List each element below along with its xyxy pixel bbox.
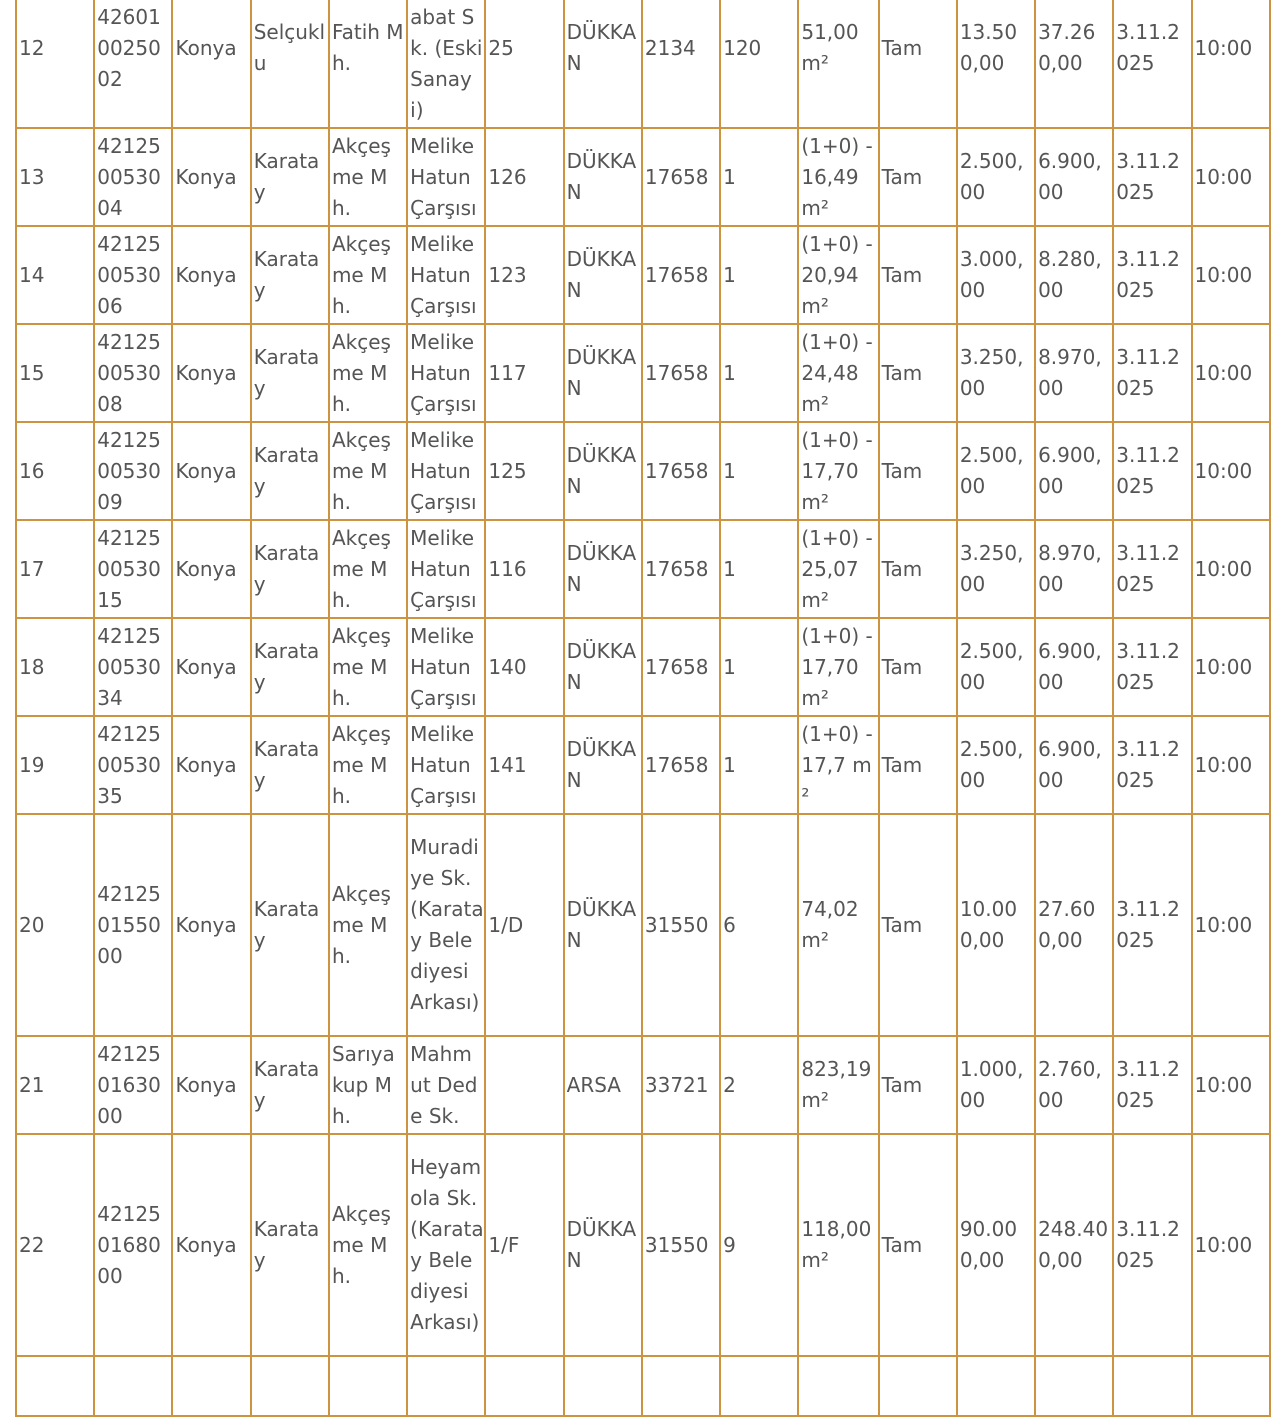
date-cell: 3.11.2025 xyxy=(1113,1134,1191,1356)
table-row xyxy=(16,1036,1270,1134)
guarantee-cell: 6.900,00 xyxy=(1035,422,1113,520)
row-number-cell: 17 xyxy=(16,520,94,618)
province-cell: Konya xyxy=(172,716,250,814)
province-cell: Konya xyxy=(172,324,250,422)
district-cell: Karatay xyxy=(251,226,329,324)
province-cell: Konya xyxy=(172,1134,250,1356)
code-cell: 421250053008 xyxy=(94,324,172,422)
table-row xyxy=(16,1134,1270,1356)
empty-cell xyxy=(172,1356,250,1416)
door-number-cell: 123 xyxy=(485,226,563,324)
guarantee-cell: 2.760,00 xyxy=(1035,1036,1113,1134)
door-number-cell: 126 xyxy=(485,128,563,226)
date-cell: 3.11.2025 xyxy=(1113,716,1191,814)
type-cell: DÜKKAN xyxy=(564,226,642,324)
code-cell: 421250053034 xyxy=(94,618,172,716)
street-cell: Heyamola Sk. (Karatay Belediyesi Arkası) xyxy=(407,1134,485,1356)
door-number-cell: 25 xyxy=(485,0,563,128)
unit-cell: 1 xyxy=(720,716,798,814)
rent-cell: 3.000,00 xyxy=(957,226,1035,324)
parcel-cell: 33721 xyxy=(642,1036,720,1134)
table-row xyxy=(16,1356,1270,1416)
share-cell: Tam xyxy=(879,324,957,422)
time-cell: 10:00 xyxy=(1192,324,1270,422)
time-cell: 10:00 xyxy=(1192,1134,1270,1356)
district-cell: Karatay xyxy=(251,618,329,716)
type-cell: DÜKKAN xyxy=(564,520,642,618)
parcel-cell: 2134 xyxy=(642,0,720,128)
date-cell: 3.11.2025 xyxy=(1113,0,1191,128)
rent-cell: 1.000,00 xyxy=(957,1036,1035,1134)
rent-cell: 3.250,00 xyxy=(957,520,1035,618)
district-cell: Karatay xyxy=(251,520,329,618)
area-cell: (1+0) - 24,48 m² xyxy=(798,324,878,422)
code-cell: 421250163000 xyxy=(94,1036,172,1134)
share-cell: Tam xyxy=(879,422,957,520)
time-cell: 10:00 xyxy=(1192,520,1270,618)
table-body xyxy=(16,0,1270,1416)
district-cell: Selçuklu xyxy=(251,0,329,128)
guarantee-cell: 248.400,00 xyxy=(1035,1134,1113,1356)
auction-listing-table xyxy=(15,0,1271,1417)
empty-cell xyxy=(1113,1356,1191,1416)
date-cell: 3.11.2025 xyxy=(1113,618,1191,716)
area-cell: 118,00 m² xyxy=(798,1134,878,1356)
parcel-cell: 31550 xyxy=(642,814,720,1036)
empty-cell xyxy=(485,1356,563,1416)
unit-cell: 6 xyxy=(720,814,798,1036)
empty-cell xyxy=(1035,1356,1113,1416)
guarantee-cell: 8.970,00 xyxy=(1035,520,1113,618)
type-cell: DÜKKAN xyxy=(564,324,642,422)
door-number-cell: 141 xyxy=(485,716,563,814)
code-cell: 421250053004 xyxy=(94,128,172,226)
table-row xyxy=(16,520,1270,618)
empty-cell xyxy=(957,1356,1035,1416)
neighborhood-cell: Akçeşme Mh. xyxy=(329,814,407,1036)
street-cell: Mahmut Dede Sk. xyxy=(407,1036,485,1134)
code-cell: 421250155000 xyxy=(94,814,172,1036)
code-cell: 421250053015 xyxy=(94,520,172,618)
code-cell: 421250053006 xyxy=(94,226,172,324)
guarantee-cell: 37.260,00 xyxy=(1035,0,1113,128)
code-cell: 421250168000 xyxy=(94,1134,172,1356)
empty-cell xyxy=(798,1356,878,1416)
province-cell: Konya xyxy=(172,422,250,520)
street-cell: abat Sk. (Eski Sanayi) xyxy=(407,0,485,128)
district-cell: Karatay xyxy=(251,128,329,226)
share-cell: Tam xyxy=(879,716,957,814)
area-cell: 823,19 m² xyxy=(798,1036,878,1134)
unit-cell: 1 xyxy=(720,520,798,618)
share-cell: Tam xyxy=(879,128,957,226)
guarantee-cell: 27.600,00 xyxy=(1035,814,1113,1036)
time-cell: 10:00 xyxy=(1192,814,1270,1036)
type-cell: ARSA xyxy=(564,1036,642,1134)
code-cell: 426010025002 xyxy=(94,0,172,128)
rent-cell: 13.500,00 xyxy=(957,0,1035,128)
door-number-cell: 1/D xyxy=(485,814,563,1036)
unit-cell: 9 xyxy=(720,1134,798,1356)
street-cell: Melike Hatun Çarşısı xyxy=(407,520,485,618)
time-cell: 10:00 xyxy=(1192,618,1270,716)
row-number-cell: 19 xyxy=(16,716,94,814)
province-cell: Konya xyxy=(172,1036,250,1134)
type-cell: DÜKKAN xyxy=(564,716,642,814)
row-number-cell: 21 xyxy=(16,1036,94,1134)
parcel-cell: 31550 xyxy=(642,1134,720,1356)
time-cell: 10:00 xyxy=(1192,716,1270,814)
row-number-cell: 13 xyxy=(16,128,94,226)
district-cell: Karatay xyxy=(251,1036,329,1134)
type-cell: DÜKKAN xyxy=(564,618,642,716)
neighborhood-cell: Akçeşme Mh. xyxy=(329,618,407,716)
type-cell: DÜKKAN xyxy=(564,422,642,520)
neighborhood-cell: Akçeşme Mh. xyxy=(329,226,407,324)
area-cell: (1+0) - 17,70 m² xyxy=(798,422,878,520)
unit-cell: 1 xyxy=(720,324,798,422)
table-row xyxy=(16,422,1270,520)
table-row xyxy=(16,324,1270,422)
door-number-cell: 117 xyxy=(485,324,563,422)
province-cell: Konya xyxy=(172,814,250,1036)
date-cell: 3.11.2025 xyxy=(1113,128,1191,226)
neighborhood-cell: Akçeşme Mh. xyxy=(329,1134,407,1356)
type-cell: DÜKKAN xyxy=(564,814,642,1036)
row-number-cell: 20 xyxy=(16,814,94,1036)
empty-cell xyxy=(251,1356,329,1416)
unit-cell: 1 xyxy=(720,226,798,324)
street-cell: Melike Hatun Çarşısı xyxy=(407,128,485,226)
door-number-cell: 140 xyxy=(485,618,563,716)
date-cell: 3.11.2025 xyxy=(1113,226,1191,324)
rent-cell: 2.500,00 xyxy=(957,716,1035,814)
row-number-cell: 14 xyxy=(16,226,94,324)
unit-cell: 2 xyxy=(720,1036,798,1134)
neighborhood-cell: Akçeşme Mh. xyxy=(329,520,407,618)
parcel-cell: 17658 xyxy=(642,324,720,422)
table-row xyxy=(16,618,1270,716)
parcel-cell: 17658 xyxy=(642,716,720,814)
neighborhood-cell: Akçeşme Mh. xyxy=(329,422,407,520)
province-cell: Konya xyxy=(172,0,250,128)
neighborhood-cell: Fatih Mh. xyxy=(329,0,407,128)
area-cell: 51,00 m² xyxy=(798,0,878,128)
district-cell: Karatay xyxy=(251,422,329,520)
rent-cell: 90.000,00 xyxy=(957,1134,1035,1356)
row-number-cell: 16 xyxy=(16,422,94,520)
empty-cell xyxy=(407,1356,485,1416)
time-cell: 10:00 xyxy=(1192,422,1270,520)
guarantee-cell: 8.970,00 xyxy=(1035,324,1113,422)
row-number-cell: 15 xyxy=(16,324,94,422)
province-cell: Konya xyxy=(172,520,250,618)
empty-cell xyxy=(1192,1356,1270,1416)
unit-cell: 1 xyxy=(720,422,798,520)
time-cell: 10:00 xyxy=(1192,1036,1270,1134)
empty-cell xyxy=(16,1356,94,1416)
door-number-cell: 125 xyxy=(485,422,563,520)
door-number-cell: 116 xyxy=(485,520,563,618)
province-cell: Konya xyxy=(172,226,250,324)
row-number-cell: 18 xyxy=(16,618,94,716)
area-cell: 74,02 m² xyxy=(798,814,878,1036)
rent-cell: 3.250,00 xyxy=(957,324,1035,422)
date-cell: 3.11.2025 xyxy=(1113,422,1191,520)
share-cell: Tam xyxy=(879,814,957,1036)
street-cell: Muradiye Sk. (Karatay Belediyesi Arkası) xyxy=(407,814,485,1036)
date-cell: 3.11.2025 xyxy=(1113,814,1191,1036)
guarantee-cell: 8.280,00 xyxy=(1035,226,1113,324)
rent-cell: 10.000,00 xyxy=(957,814,1035,1036)
area-cell: (1+0) - 17,70 m² xyxy=(798,618,878,716)
empty-cell xyxy=(564,1356,642,1416)
time-cell: 10:00 xyxy=(1192,128,1270,226)
neighborhood-cell: Akçeşme Mh. xyxy=(329,128,407,226)
table-row xyxy=(16,0,1270,128)
row-number-cell: 12 xyxy=(16,0,94,128)
share-cell: Tam xyxy=(879,1036,957,1134)
empty-cell xyxy=(642,1356,720,1416)
date-cell: 3.11.2025 xyxy=(1113,520,1191,618)
guarantee-cell: 6.900,00 xyxy=(1035,128,1113,226)
time-cell: 10:00 xyxy=(1192,0,1270,128)
date-cell: 3.11.2025 xyxy=(1113,324,1191,422)
type-cell: DÜKKAN xyxy=(564,1134,642,1356)
table-row xyxy=(16,814,1270,1036)
area-cell: (1+0) - 20,94 m² xyxy=(798,226,878,324)
unit-cell: 120 xyxy=(720,0,798,128)
province-cell: Konya xyxy=(172,128,250,226)
empty-cell xyxy=(329,1356,407,1416)
parcel-cell: 17658 xyxy=(642,520,720,618)
table-row xyxy=(16,128,1270,226)
date-cell: 3.11.2025 xyxy=(1113,1036,1191,1134)
area-cell: (1+0) - 16,49 m² xyxy=(798,128,878,226)
guarantee-cell: 6.900,00 xyxy=(1035,716,1113,814)
table-row xyxy=(16,226,1270,324)
province-cell: Konya xyxy=(172,618,250,716)
empty-cell xyxy=(879,1356,957,1416)
street-cell: Melike Hatun Çarşısı xyxy=(407,324,485,422)
district-cell: Karatay xyxy=(251,1134,329,1356)
type-cell: DÜKKAN xyxy=(564,128,642,226)
area-cell: (1+0) - 25,07 m² xyxy=(798,520,878,618)
unit-cell: 1 xyxy=(720,618,798,716)
district-cell: Karatay xyxy=(251,324,329,422)
unit-cell: 1 xyxy=(720,128,798,226)
area-cell: (1+0) - 17,7 m² xyxy=(798,716,878,814)
row-number-cell: 22 xyxy=(16,1134,94,1356)
door-number-cell: 1/F xyxy=(485,1134,563,1356)
empty-cell xyxy=(720,1356,798,1416)
time-cell: 10:00 xyxy=(1192,226,1270,324)
table-row xyxy=(16,716,1270,814)
rent-cell: 2.500,00 xyxy=(957,422,1035,520)
parcel-cell: 17658 xyxy=(642,226,720,324)
district-cell: Karatay xyxy=(251,814,329,1036)
share-cell: Tam xyxy=(879,520,957,618)
district-cell: Karatay xyxy=(251,716,329,814)
parcel-cell: 17658 xyxy=(642,422,720,520)
share-cell: Tam xyxy=(879,0,957,128)
guarantee-cell: 6.900,00 xyxy=(1035,618,1113,716)
rent-cell: 2.500,00 xyxy=(957,128,1035,226)
street-cell: Melike Hatun Çarşısı xyxy=(407,226,485,324)
neighborhood-cell: Akçeşme Mh. xyxy=(329,716,407,814)
share-cell: Tam xyxy=(879,226,957,324)
neighborhood-cell: Sarıyakup Mh. xyxy=(329,1036,407,1134)
neighborhood-cell: Akçeşme Mh. xyxy=(329,324,407,422)
code-cell: 421250053035 xyxy=(94,716,172,814)
code-cell: 421250053009 xyxy=(94,422,172,520)
rent-cell: 2.500,00 xyxy=(957,618,1035,716)
share-cell: Tam xyxy=(879,1134,957,1356)
street-cell: Melike Hatun Çarşısı xyxy=(407,618,485,716)
parcel-cell: 17658 xyxy=(642,128,720,226)
parcel-cell: 17658 xyxy=(642,618,720,716)
type-cell: DÜKKAN xyxy=(564,0,642,128)
share-cell: Tam xyxy=(879,618,957,716)
empty-cell xyxy=(94,1356,172,1416)
street-cell: Melike Hatun Çarşısı xyxy=(407,422,485,520)
street-cell: Melike Hatun Çarşısı xyxy=(407,716,485,814)
door-number-cell xyxy=(485,1036,563,1134)
